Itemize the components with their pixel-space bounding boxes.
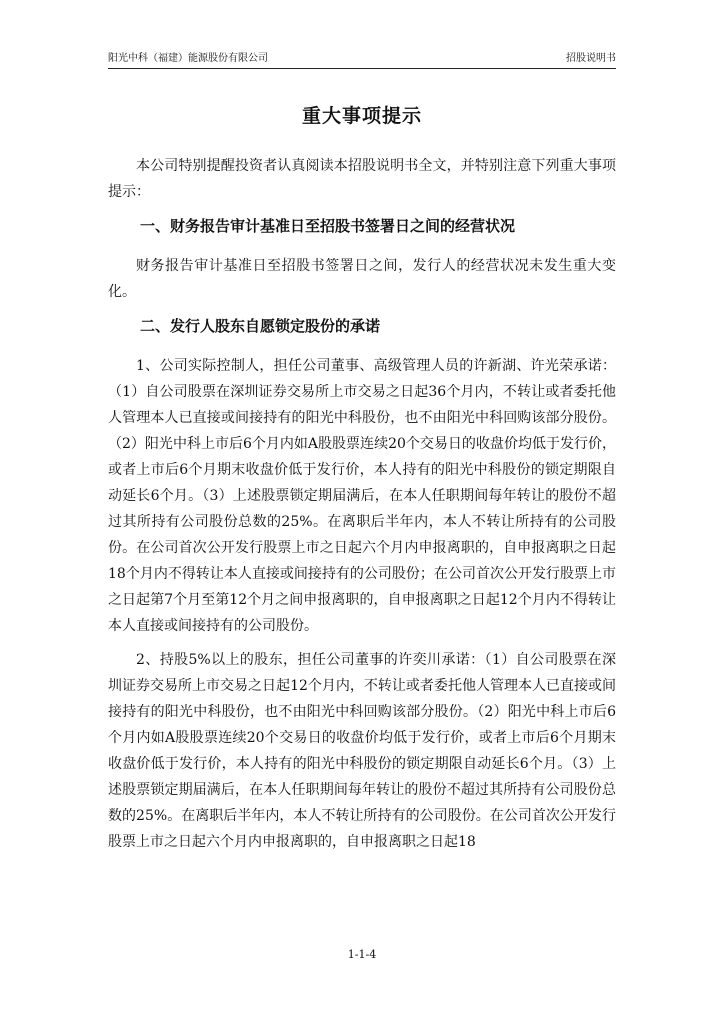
- header-document-type: 招股说明书: [566, 53, 616, 64]
- section-2-paragraph-1: 1、公司实际控制人，担任公司董事、高级管理人员的许新湖、许光荣承诺：（1）自公司股票在深圳证券交易所上市交易之日起36个月内，不转让或者委托他人管理本人已直接或间接持有的阳光中科股份，也不由阳光中科回购该部分股份。（2）阳光中科上市后6个月内如A股股票连续20个交易日的收盘价均低于发行价，或者上市后6个月期末收盘价低于发行价，本人持有的阳光中科股份的锁定期限自动延长6个月。（3）上述股票锁定期届满后，在本人任职期间每年转让的股份不超过其所持有公司股份总数的25%。在离职后半年内，本人不转让所持有的公司股份。在公司首次公开发行股票上市之日起六个月内申报离职的，自申报离职之日起18个月内不得转让本人直接或间接持有的公司股份；在公司首次公开发行股票上市之日起第7个月至第12个月之间申报离职的，自申报离职之日起12个月内不得转让本人直接或间接持有的公司股份。: [108, 358, 616, 634]
- page-header: [108, 50, 616, 69]
- page-number: 1-1-4: [347, 948, 377, 961]
- intro-paragraph: 本公司特别提醒投资者认真阅读本招股说明书全文，并特别注意下列重大事项提示：: [108, 158, 616, 200]
- header-company-name: 阳光中科（福建）能源股份有限公司: [108, 53, 268, 64]
- section-2-paragraph-2: 2、持股5%以上的股东，担任公司董事的许奕川承诺：（1）自公司股票在深圳证券交易所上市交易之日起12个月内，不转让或者委托他人管理本人已直接或间接持有的阳光中科股份，也不由阳光中科回购该部分股份。（2）阳光中科上市后6个月内如A股股票连续20个交易日的收盘价均低于发行价，或者上市后6个月期末收盘价低于发行价，本人持有的阳光中科股份的锁定期限自动延长6个月。（3）上述股票锁定期届满后，在本人任职期间每年转让的股份不超过其所持有公司股份总数的25%。在离职后半年内，本人不转让所持有的公司股份。在公司首次公开发行股票上市之日起六个月内申报离职的，自申报离职之日起18: [108, 652, 616, 850]
- section-heading-1: 一、财务报告审计基准日至招股书签署日之间的经营状况: [140, 217, 516, 235]
- document-body: [108, 153, 616, 855]
- page-title: 重大事项提示: [301, 105, 422, 127]
- section-1-paragraph: 财务报告审计基准日至招股书签署日之间，发行人的经营状况未发生重大变化。: [108, 258, 616, 300]
- section-heading-2: 二、发行人股东自愿锁定股份的承诺: [140, 317, 381, 335]
